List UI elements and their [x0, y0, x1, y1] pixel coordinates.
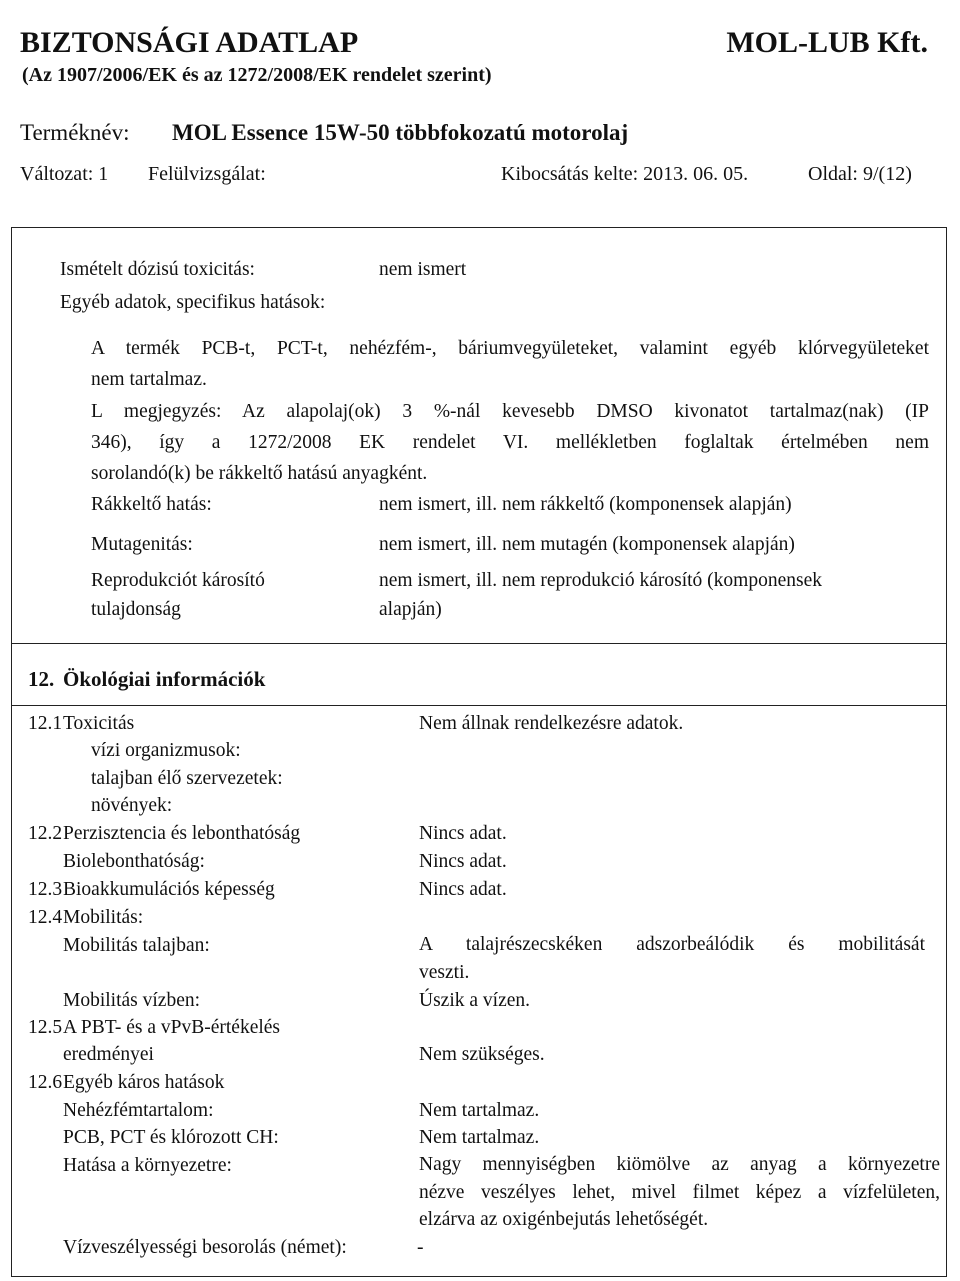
reproductive-label: Reprodukciót károsító: [91, 570, 265, 591]
subsection-number: 12.5: [28, 1017, 63, 1038]
heavy-metal-label: Nehézfémtartalom:: [63, 1100, 214, 1121]
subsection-number: 12.3: [28, 879, 63, 900]
environment-effect-line: elzárva az oxigénbejutás lehetőségét.: [419, 1209, 709, 1230]
toxicity-soil: talajban élő szervezetek:: [91, 768, 283, 789]
subsection-title: Egyéb káros hatások: [63, 1072, 225, 1093]
note-l-line: L megjegyzés: Az alapolaj(ok) 3 %-nál kevesebb DMSO kivonatot tartalmaz(nak) (IP: [91, 401, 929, 422]
water-hazard-value: -: [417, 1237, 424, 1258]
environment-effect-line: Nagy mennyiségben kiömölve az anyag a környezetre: [419, 1154, 940, 1175]
toxicity-plants: növények:: [91, 795, 173, 816]
environment-effect-value: [419, 1151, 940, 1234]
pbt-value: Nem szükséges.: [419, 1044, 545, 1065]
reproductive-label: tulajdonság: [91, 599, 181, 620]
pcb-paragraph-line: nem tartalmaz.: [91, 369, 207, 390]
other-data-label: Egyéb adatok, specifikus hatások:: [60, 292, 326, 313]
pcb-paragraph-line: A termék PCB-t, PCT-t, nehézfém-, báriumvegyületeket, valamint egyéb klórvegyületeket: [91, 338, 929, 359]
subsection-number: 12.4: [28, 907, 63, 928]
section-number: 12.: [28, 667, 55, 691]
heavy-metal-value: Nem tartalmaz.: [419, 1100, 540, 1121]
mobility-water-value: Úszik a vízen.: [419, 990, 531, 1011]
note-l-line: sorolandó(k) be rákkeltő hatású anyagként.: [91, 463, 428, 484]
toxicity-value: Nem állnak rendelkezésre adatok.: [419, 713, 684, 734]
section-title: Ökológiai információk: [63, 667, 266, 691]
subsection-title: Mobilitás:: [63, 907, 144, 928]
document-title: BIZTONSÁGI ADATLAP: [20, 26, 359, 59]
product-name: MOL Essence 15W-50 többfokozatú motorolaj: [172, 120, 629, 145]
pcb-label: PCB, PCT és klórozott CH:: [63, 1127, 279, 1148]
mutagenicity-value: nem ismert, ill. nem mutagén (komponensek alapján): [379, 534, 795, 555]
note-l-line: 346), így a 1272/2008 EK rendelet VI. mellékletben foglaltak értelmében nem: [91, 432, 929, 453]
product-label: Terméknév:: [20, 120, 130, 145]
section-divider: [11, 705, 947, 706]
subsection-number: 12.1: [28, 713, 63, 734]
pcb-paragraph: [91, 333, 929, 395]
subsection-title: eredményei: [63, 1044, 154, 1065]
version: Változat: 1: [20, 163, 109, 185]
regulation-subtitle: (Az 1907/2006/EK és az 1272/2008/EK rendelet szerint): [22, 64, 492, 86]
pcb-value: Nem tartalmaz.: [419, 1127, 540, 1148]
subsection-number: 12.2: [28, 823, 63, 844]
issue-date: Kibocsátás kelte: 2013. 06. 05.: [501, 163, 749, 185]
mobility-soil-label: Mobilitás talajban:: [63, 935, 210, 956]
page-number: Oldal: 9/(12): [808, 163, 912, 185]
subsection-number: 12.6: [28, 1072, 63, 1093]
environment-effect-label: Hatása a környezetre:: [63, 1155, 232, 1176]
mobility-soil-value: [419, 931, 925, 987]
environment-effect-line: nézve veszélyes lehet, mivel filmet képez a vízfelületen,: [419, 1181, 940, 1203]
reproductive-value: alapján): [379, 599, 442, 620]
mobility-water-label: Mobilitás vízben:: [63, 990, 201, 1011]
mobility-soil-line: A talajrészecskéken adszorbeálódik és mobilitását: [419, 934, 925, 955]
subsection-title: Toxicitás: [63, 713, 135, 734]
mutagenicity-label: Mutagenitás:: [91, 534, 193, 555]
toxicity-aquatic: vízi organizmusok:: [91, 740, 241, 761]
section-divider: [11, 643, 947, 644]
company-name: MOL-LUB Kft.: [726, 26, 928, 59]
subsection-title: Perzisztencia és lebonthatóság: [63, 823, 301, 844]
biodegradability-label: Biolebonthatóság:: [63, 851, 205, 872]
carcinogenicity-label: Rákkeltő hatás:: [91, 494, 212, 515]
carcinogenicity-value: nem ismert, ill. nem rákkeltő (komponensek alapján): [379, 494, 792, 515]
repeated-dose-value: nem ismert: [379, 259, 467, 280]
reproductive-value: nem ismert, ill. nem reprodukció károsító (komponensek: [379, 570, 822, 591]
biodegradability-value: Nincs adat.: [419, 851, 507, 872]
bioaccumulation-value: Nincs adat.: [419, 879, 507, 900]
review-label: Felülvizsgálat:: [148, 163, 266, 185]
water-hazard-label: Vízveszélyességi besorolás (német):: [63, 1237, 347, 1258]
persistence-value: Nincs adat.: [419, 823, 507, 844]
mobility-soil-line: veszti.: [419, 962, 470, 983]
subsection-title: Bioakkumulációs képesség: [63, 879, 275, 900]
subsection-title: A PBT- és a vPvB-értékelés: [63, 1017, 281, 1038]
note-l-paragraph: [91, 396, 929, 489]
repeated-dose-label: Ismételt dózisú toxicitás:: [60, 259, 255, 280]
